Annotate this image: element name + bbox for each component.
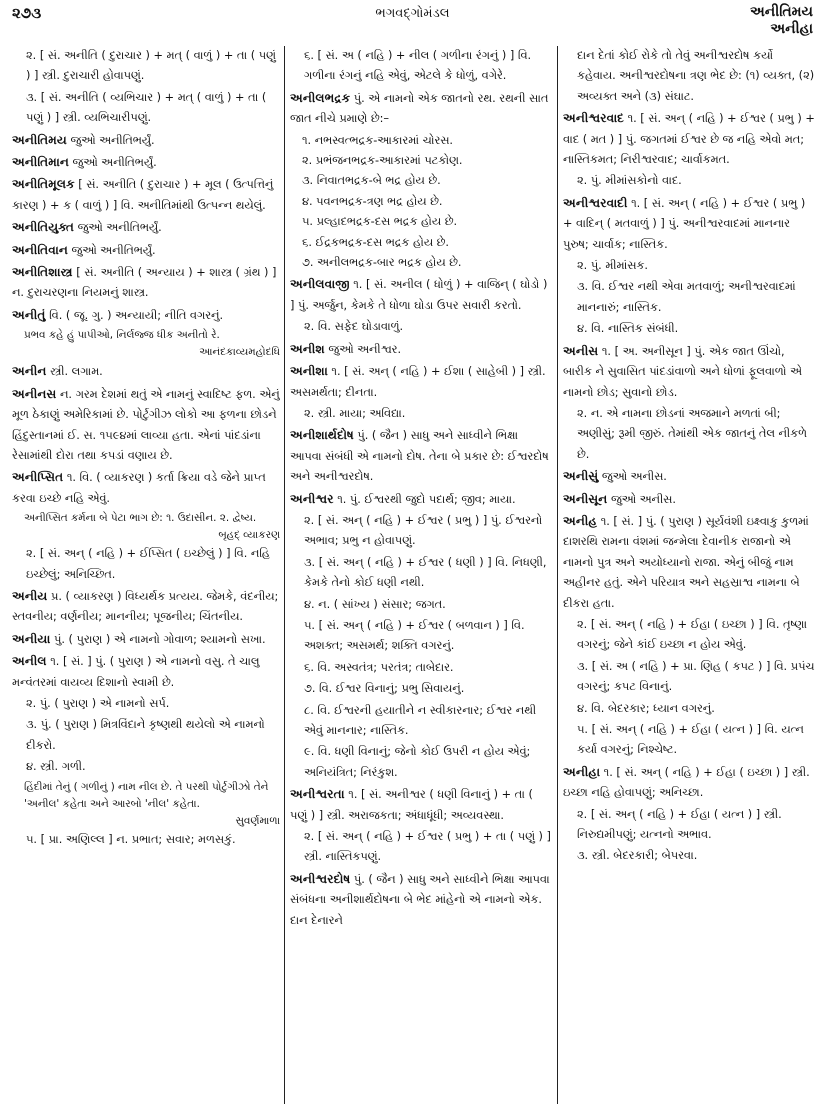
list-item: ૫. પ્રલ્હાદભદ્રક-દસ ભદ્રક હોય છે. [302, 215, 458, 229]
definition-text: પું. ( પુરાણ ) એ નામનો ગોવાળ; શ્યામનો સખા. [53, 632, 266, 646]
headword: અનીતિમાન [12, 155, 69, 170]
sense-entry [12, 694, 280, 714]
list-item: ૧. નભસ્વત્ભદ્રક-આકારમાં ચોરસ. [302, 133, 454, 147]
definition-text: ૩. વિ. ઈશ્વર નથી એવા મતવાળું; અનીશ્વરવાદમાં માનનારું; નાસ્તિક. [577, 280, 796, 314]
dictionary-entry [12, 651, 280, 693]
headword: અનીતિયુક્ત [12, 220, 74, 235]
dictionary-entry [12, 586, 280, 628]
definition-text: ૭. વિ. ઈશ્વર વિનાનું; પ્રભુ સિવાયનું. [304, 682, 465, 696]
definition-text: ૨. પું. મીમાંસકોનો વાદ. [577, 174, 682, 188]
headword: અનીપ્સિત [12, 470, 64, 485]
headword: અનીશાર્થદોષ [290, 428, 354, 443]
sense-entry [12, 88, 280, 129]
definition-text: ૧. [ સં. અનીશ્વર ( ધણી વિનાનું ) + તા ( પણું ) ] સ્ત્રી. અરાજકતા; અંધાધૂંધી; અવ્યવસ્થા. [290, 788, 533, 822]
book-title: ભગવદ્ગોમંડલ [375, 6, 450, 21]
dictionary-entry [290, 361, 552, 403]
definition-text: ૩. પું. ( પુરાણ ) મિત્રવિંદાને કૃષ્ણથી થયેલો એ નામનો દીકરો. [26, 718, 265, 752]
headword: અનીયા [12, 631, 51, 646]
list-item: ૨. પ્રભંજનભદ્રક-આકારમાં પટકોણ. [302, 154, 463, 168]
headword: અનીશ્વર [290, 491, 334, 506]
sense-entry [563, 256, 815, 276]
definition-text: ૧. [ સં. અન્ ( નહિ ) + ઈહા ( ઇચ્છા ) ] સ્ત્રી. ઇચ્છા નહિ હોવાપણું; અનિચ્છા. [563, 765, 810, 800]
quotation-text: પ્રભવ કહે હું પાપીઓ, નિર્લજ્જ ધીક અનીતો રે. [24, 329, 220, 342]
dictionary-entry [290, 339, 552, 360]
headword: અનીશા [290, 364, 328, 379]
headword: અનીય [12, 588, 48, 603]
dictionary-entry [563, 489, 815, 510]
quotation-text: અનીપ્સિત કર્મના બે પેટા ભાગ છે: ૧. ઉદાસીન. ૨. દ્વેષ્ય. [24, 512, 257, 525]
sense-entry [12, 46, 280, 87]
sense-entry [12, 830, 280, 850]
definition-text: પું. ( જૈન ) સાધુ અને સાધ્વીને ભિક્ષા આપવા સંબંધના અનીશાર્થદોષના બે ભેદ માંહેનો એ નામનો એક. દાન દેનારને [290, 872, 550, 927]
headword: અનીતિમૂલક [12, 177, 75, 192]
list-item: ૪. પવનભદ્રક-ત્રણ ભદ્ર હોય છે. [302, 194, 443, 208]
column-divider [557, 46, 558, 1104]
definition-text: ૨. [ સં. અન્ ( નહિ ) + ઈપ્સિત ( ઇચ્છેલું ) ] વિ. નહિ ઇચ્છેલું; અનિચ્છિત. [26, 547, 270, 581]
quotation-text: હિંદીમાં તેનું ( ગળીનું ) નામ નીલ છે. તે પરથી પોર્ટુગીઝો તેને 'અનીલ' કહેતા અને આરબો 'નીલ' કહેતા. [24, 780, 269, 810]
definition-text: ૫. [ પ્રા. અણિલ્લ ] ન. પ્રભાત; સવાર; મળસકું. [26, 832, 236, 846]
column-1 [12, 46, 280, 1104]
guide-word-last: અનીહા [770, 21, 813, 37]
sense-entry [12, 544, 280, 585]
dictionary-entry [12, 217, 280, 238]
dictionary-entry [12, 240, 280, 261]
sense-entry [563, 720, 815, 761]
dictionary-entry [12, 152, 280, 173]
definition-text: ૧. [ અ. અનીસૂન ] પું. એક જાત ઊંચો, બારીક ને સુવાસિત પાંદડાંવાળો અને ધોળાં ફૂલવાળો એ નામનો છોડ; સુવાનો છોડ. [563, 344, 802, 399]
sense-entry [563, 404, 815, 465]
sense-entry [563, 277, 815, 318]
headword: અનીહ [563, 513, 598, 528]
sense-entry [563, 615, 815, 656]
sense-entry [563, 846, 815, 866]
headword: અનીતિશાસ્ત્ર [12, 265, 73, 280]
dictionary-entry [12, 629, 280, 650]
guide-word-first: અનીતિમય [750, 4, 813, 20]
sense-entry [563, 46, 815, 107]
column-2 [290, 46, 552, 1104]
definition-text: ૧. પું. ઈશ્વરથી જુદો પદાર્થ; જીવ; માયા. [337, 492, 516, 506]
sense-entry [563, 319, 815, 339]
dictionary-entry [12, 467, 280, 509]
definition-text: જુઓ અનીતિભર્યું. [71, 243, 156, 257]
definition-text: ૬. [ સં. અ ( નહિ ) + નીલ ( ગળીના રંગનું ) ] વિ. ગળીના રંગનું નહિ એવું, એટલે કે ધોળું, વગેરે. [304, 49, 532, 83]
definition-text: ૩. સ્ત્રી. બેદરકારી; બેપરવા. [577, 849, 698, 863]
definition-text: ૧. [ સં. ] પું. ( પુરાણ ) સૂર્યવંશી ઇક્ષ્વાકુ કુળમાં દાશરથિ રામના વંશમાં જન્મેલા દેવાનીક રાજાનો એ નામનો પુત્ર અને અયોધ્યાનો રાજા. એનું બીજું નામ અહીનર હતું. એને પરિયાત્ર અને સહસ્રાશ્વ નામના બે દીકરા હતા. [563, 514, 809, 610]
dictionary-entry [563, 193, 815, 255]
dictionary-entry [563, 466, 815, 487]
dictionary-entry [290, 88, 552, 130]
definition-text: વિ. ( જૂ. ગુ. ) અન્યાયી; નીતિ વગરનું. [49, 308, 224, 322]
definition-text: ૨. [ સં. અન્ ( નહિ ) + ઈશ્વર ( પ્રભુ ) ] પું. ઈશ્વરનો અભાવ; પ્રભુ ન હોવાપણું. [304, 513, 543, 548]
definition-text: જુઓ અનીતિભર્યું. [72, 156, 157, 170]
sense-entry [290, 658, 552, 678]
headword: અનીસ [563, 343, 599, 358]
headword: અનીતિમય [12, 132, 67, 147]
definition-text: પ્ર. ( વ્યાકરણ ) વિધ્યર્થક પ્રત્યય. જેમકે, વંદનીય; સ્તવનીય; વર્ણનીય; માનનીય; પૂજનીય; ચિંતનીય. [12, 589, 279, 624]
definition-text: જુઓ અનીસ. [610, 492, 676, 506]
enumerated-list [290, 131, 552, 274]
column-divider [284, 46, 285, 1104]
definition-text: પું. એ નામનો એક જાતનો રથ. રથની સાત જાત નીચે પ્રમાણે છે:– [290, 91, 549, 126]
citation [12, 327, 280, 360]
definition-text: ૫. [ સં. અન્ ( નહિ ) + ઈહા ( યત્ન ) ] વિ. યત્ન કર્યા વગરનું; નિશ્ચેષ્ટ. [577, 723, 804, 757]
dictionary-entry [12, 384, 280, 467]
headword: અનીનસ [12, 386, 57, 401]
definition-text: ૧. [ સં. અન્ ( નહિ ) + ઈશા ( સાહેબી ) ] સ્ત્રી. અસમર્થતા; દીનતા. [290, 365, 546, 399]
guide-words [750, 4, 813, 38]
dictionary-entry [12, 130, 280, 151]
dictionary-entry [290, 784, 552, 826]
definition-text: ૩. [ સં. અ ( નહિ ) + પ્રા. ણિહ ( કપટ ) ] વિ. પ્રપંચ વગરનું; કપટ વિનાનું. [577, 659, 815, 694]
definition-text: ૫. [ સં. અન્ ( નહિ ) + ઈશ્વર ( બળવાન ) ] વિ. અશક્ત; અસમર્થ; શક્તિ વગરનું. [304, 618, 525, 653]
dictionary-entry [563, 341, 815, 403]
sense-entry [290, 595, 552, 615]
list-item: ૬. ઈદ્રકભદ્રક-દસ ભદ્રક હોય છે. [302, 235, 450, 249]
quotation-source: આનંદકાવ્યમહોદધિ [199, 346, 280, 359]
definition-text: જુઓ અનીતિભર્યું. [70, 133, 155, 147]
definition-text: ૨. પું. મીમાંસક. [577, 259, 648, 273]
headword: અનીલવાજી [290, 277, 350, 292]
definition-text: ન. ગરમ દેશમાં થતું એ નામનું સ્વાદિષ્ટ ફળ. એનું મૂળ ઠેકાણું અમેરિકામાં છે. પોર્ટુગીઝ લોકો આ ફળના છોડને હિંદુસ્તાનમાં ઈ. સ. ૧૫૯૪માં લાવ્યા હતા. એનાં પાંદડાંના રેસામાંથી દોરા તથા કપડાં વણાય છે. [12, 387, 280, 462]
headword: અનીશ્વરતા [290, 787, 345, 802]
headword: અનીતું [12, 307, 46, 322]
dictionary-entry [12, 174, 280, 216]
definition-text: ૪. વિ. બેદરકાર; ધ્યાન વગરનું. [577, 701, 715, 715]
sense-entry [563, 699, 815, 719]
sense-entry [290, 46, 552, 87]
definition-text: ૧. [ સં. અન્ ( નહિ ) + ઈશ્વર ( પ્રભુ ) + વાદિન્ ( મતવાળું ) ] પું. અનીશ્વરવાદમાં માનનાર પુરુષ; ચાર્વાક; નાસ્તિક. [563, 196, 806, 251]
definition-text: ૪. સ્ત્રી. ગળી. [26, 760, 86, 774]
dictionary-entry [12, 361, 280, 382]
definition-text: ૪. વિ. નાસ્તિક સંબંધી. [577, 322, 679, 336]
sense-entry [563, 657, 815, 698]
dictionary-entry [290, 489, 552, 510]
headword: અનીસું [563, 469, 599, 484]
definition-text: ૪. ન. ( સાંખ્ય ) સંસાર; જગત. [304, 597, 446, 611]
sense-entry [290, 742, 552, 783]
definition-text: ૨. વિ. સફેદ ઘોડાવાળું. [304, 320, 404, 334]
headword: અનીહા [563, 764, 601, 779]
definition-text: ૮. વિ. ઈશ્વરની હયાતીને ન સ્વીકારનાર; ઈશ્વર નથી એવું માનનાર; નાસ્તિક. [304, 703, 537, 737]
definition-text: ૧. [ સં. ] પું. ( પુરાણ ) એ નામનો વસુ. તે ચાલુ મન્વંતરમાં વાયવ્ય દિશાનો સ્વામી છે. [12, 655, 260, 689]
sense-entry [290, 616, 552, 657]
sense-entry [290, 511, 552, 552]
headword: અનીશ્વરવાદી [563, 195, 628, 210]
definition-text: ૬. વિ. અસ્વતંત્ર; પરતંત્ર; તાબેદાર. [304, 660, 454, 674]
sense-entry [290, 404, 552, 424]
definition-text: ૨. ન. એ નામના છોડનાં અજમાને મળતાં બી; અણીસું; રૂમી જીરું. તેમાંથી એક જાતનું તેલ નીકળે છે. [577, 406, 807, 461]
headword: અનીલ [12, 654, 47, 669]
quotation-source: બૃહદ્ વ્યાકરણ [218, 529, 280, 542]
definition-text: ૨. સ્ત્રી. માયા; અવિદ્યા. [304, 406, 406, 420]
definition-text: સ્ત્રી. લગામ. [50, 365, 103, 379]
definition-text: ૧. વિ. ( વ્યાકરણ ) કર્તા ક્રિયા વડે જેને પ્રાપ્ત કરવા ઇચ્છે નહિ એવું. [12, 471, 266, 505]
dictionary-entry [12, 305, 280, 326]
list-item: ૩. નિવાતભદ્રક-બે ભદ્ર હોય છે. [302, 174, 441, 188]
headword: અનીલભદ્રક [290, 90, 351, 105]
headword: અનીતિવાન [12, 242, 68, 257]
definition-text: [ સં. અનીતિ ( અન્યાય ) + શાસ્ત્ર ( ગ્રંથ ) ] ન. દુરાચરણના નિયમનું શાસ્ત્ર. [12, 266, 277, 300]
definition-text: જુઓ અનીતિભર્યું. [77, 221, 162, 235]
dictionary-entry [290, 274, 552, 316]
sense-entry [290, 701, 552, 742]
definition-text: જુઓ અનીસ. [601, 470, 667, 484]
citation [12, 510, 280, 543]
definition-text: પું. ( જૈન ) સાધુ અને સાધ્વીને ભિક્ષા આપવા સંબંધી એ નામનો દોષ. તેના બે પ્રકાર છે: ઈશ્વરદોષ અને અનીશ્વરદોષ. [290, 429, 549, 484]
headword: અનીશ [290, 341, 325, 356]
dictionary-entry [12, 262, 280, 304]
definition-text: [ સં. અનીતિ ( દુરાચાર ) + મૂલ ( ઉત્પત્તિનું કારણ ) + ક ( વાળું ) ] વિ. અનીતિમાંથી ઉત્પન્ન થયેલું. [12, 178, 274, 212]
definition-text: ૨. [ સં. અનીતિ ( દુરાચાર ) + મત્ ( વાળું ) + તા ( પણું ) ] સ્ત્રી. દુરાચારી હોવાપણું. [26, 49, 276, 83]
definition-text: ૩. [ સં. અનીતિ ( વ્યભિચાર ) + મત્ ( વાળું ) + તા ( પણું ) ] સ્ત્રી. વ્યભિચારીપણું. [26, 90, 267, 125]
definition-text: ૨. [ સં. અન્ ( નહિ ) + ઈશ્વર ( પ્રભુ ) + તા ( પણું ) ] સ્ત્રી. નાસ્તિકપણું. [304, 830, 551, 864]
definition-text: જુઓ અનીશ્વર. [328, 342, 402, 356]
dictionary-entry [290, 869, 552, 931]
sense-entry [12, 715, 280, 756]
definition-text: ૨. પું. ( પુરાણ ) એ નામનો સર્પ. [26, 696, 170, 710]
sense-entry [563, 171, 815, 191]
definition-text: દાન દેતાં કોઈ રોકે તો તેવું અનીશ્વરદોષ કર્યો કહેવાય. અનીશ્વરદોષના ત્રણ ભેદ છે: (૧) વ્યક્ત, (૨) અવ્યક્ત અને (૩) સંઘાટ. [577, 49, 815, 103]
column-3 [563, 46, 815, 1104]
definition-text: ૨. [ સં. અન્ ( નહિ ) + ઈહા ( યત્ન ) ] સ્ત્રી. નિરુદ્યમીપણું; યત્નનો અભાવ. [577, 807, 782, 842]
headword: અનીશ્વરવાદ [563, 111, 624, 126]
dictionary-entry [563, 762, 815, 804]
definition-text: ૯. વિ. ધણી વિનાનું; જેનો કોઈ ઉપરી ન હોય એવું; અનિયંત્રિત; નિરંકુશ. [304, 745, 531, 779]
page-number: ૨૭૩ [12, 4, 42, 22]
sense-entry [12, 757, 280, 777]
dictionary-entry [563, 108, 815, 170]
sense-entry [563, 805, 815, 846]
definition-text: ૧. [ સં. અન્ ( નહિ ) + ઈશ્વર ( પ્રભુ ) + વાદ ( મત ) ] પું. જગતમાં ઈશ્વર છે જ નહિ એવો મત; નાસ્તિકમત; નિરીશ્વરવાદ; ચાર્વાકમત. [563, 112, 815, 167]
dictionary-entry [290, 425, 552, 487]
headword: અનીસૂન [563, 491, 608, 506]
definition-text: ૩. [ સં. અન્ ( નહિ ) + ઈશ્વર ( ધણી ) ] વિ. નિધણી, કેમકે તેનો કોઈ ધણી નથી. [304, 555, 547, 590]
page-header [12, 4, 813, 42]
dictionary-entry [563, 511, 815, 614]
sense-entry [290, 827, 552, 868]
sense-entry [290, 553, 552, 594]
definition-text: ૧. [ સં. અનીલ ( ધોળું ) + વાજિન્ ( ઘોડો ) ] પું. અર્જુન, કેમકે તે ધોળા ઘોડા ઉપર સવારી કરતો. [290, 278, 548, 312]
list-item: ૭. અનીલભદ્રક-બાર ભદ્રક હોય છે. [302, 256, 462, 270]
sense-entry [290, 679, 552, 699]
headword: અનીન [12, 364, 47, 379]
sense-entry [290, 317, 552, 337]
definition-text: ૨. [ સં. અન્ ( નહિ ) + ઈહા ( ઇચ્છા ) ] વિ. તૃષ્ણા વગરનું; જેને કાંઈ ઇચ્છા ન હોય એવું. [577, 617, 807, 652]
quotation-source: સુવર્ણમાળા [235, 814, 280, 827]
headword: અનીશ્વરદોષ [290, 871, 351, 886]
citation [12, 779, 280, 829]
